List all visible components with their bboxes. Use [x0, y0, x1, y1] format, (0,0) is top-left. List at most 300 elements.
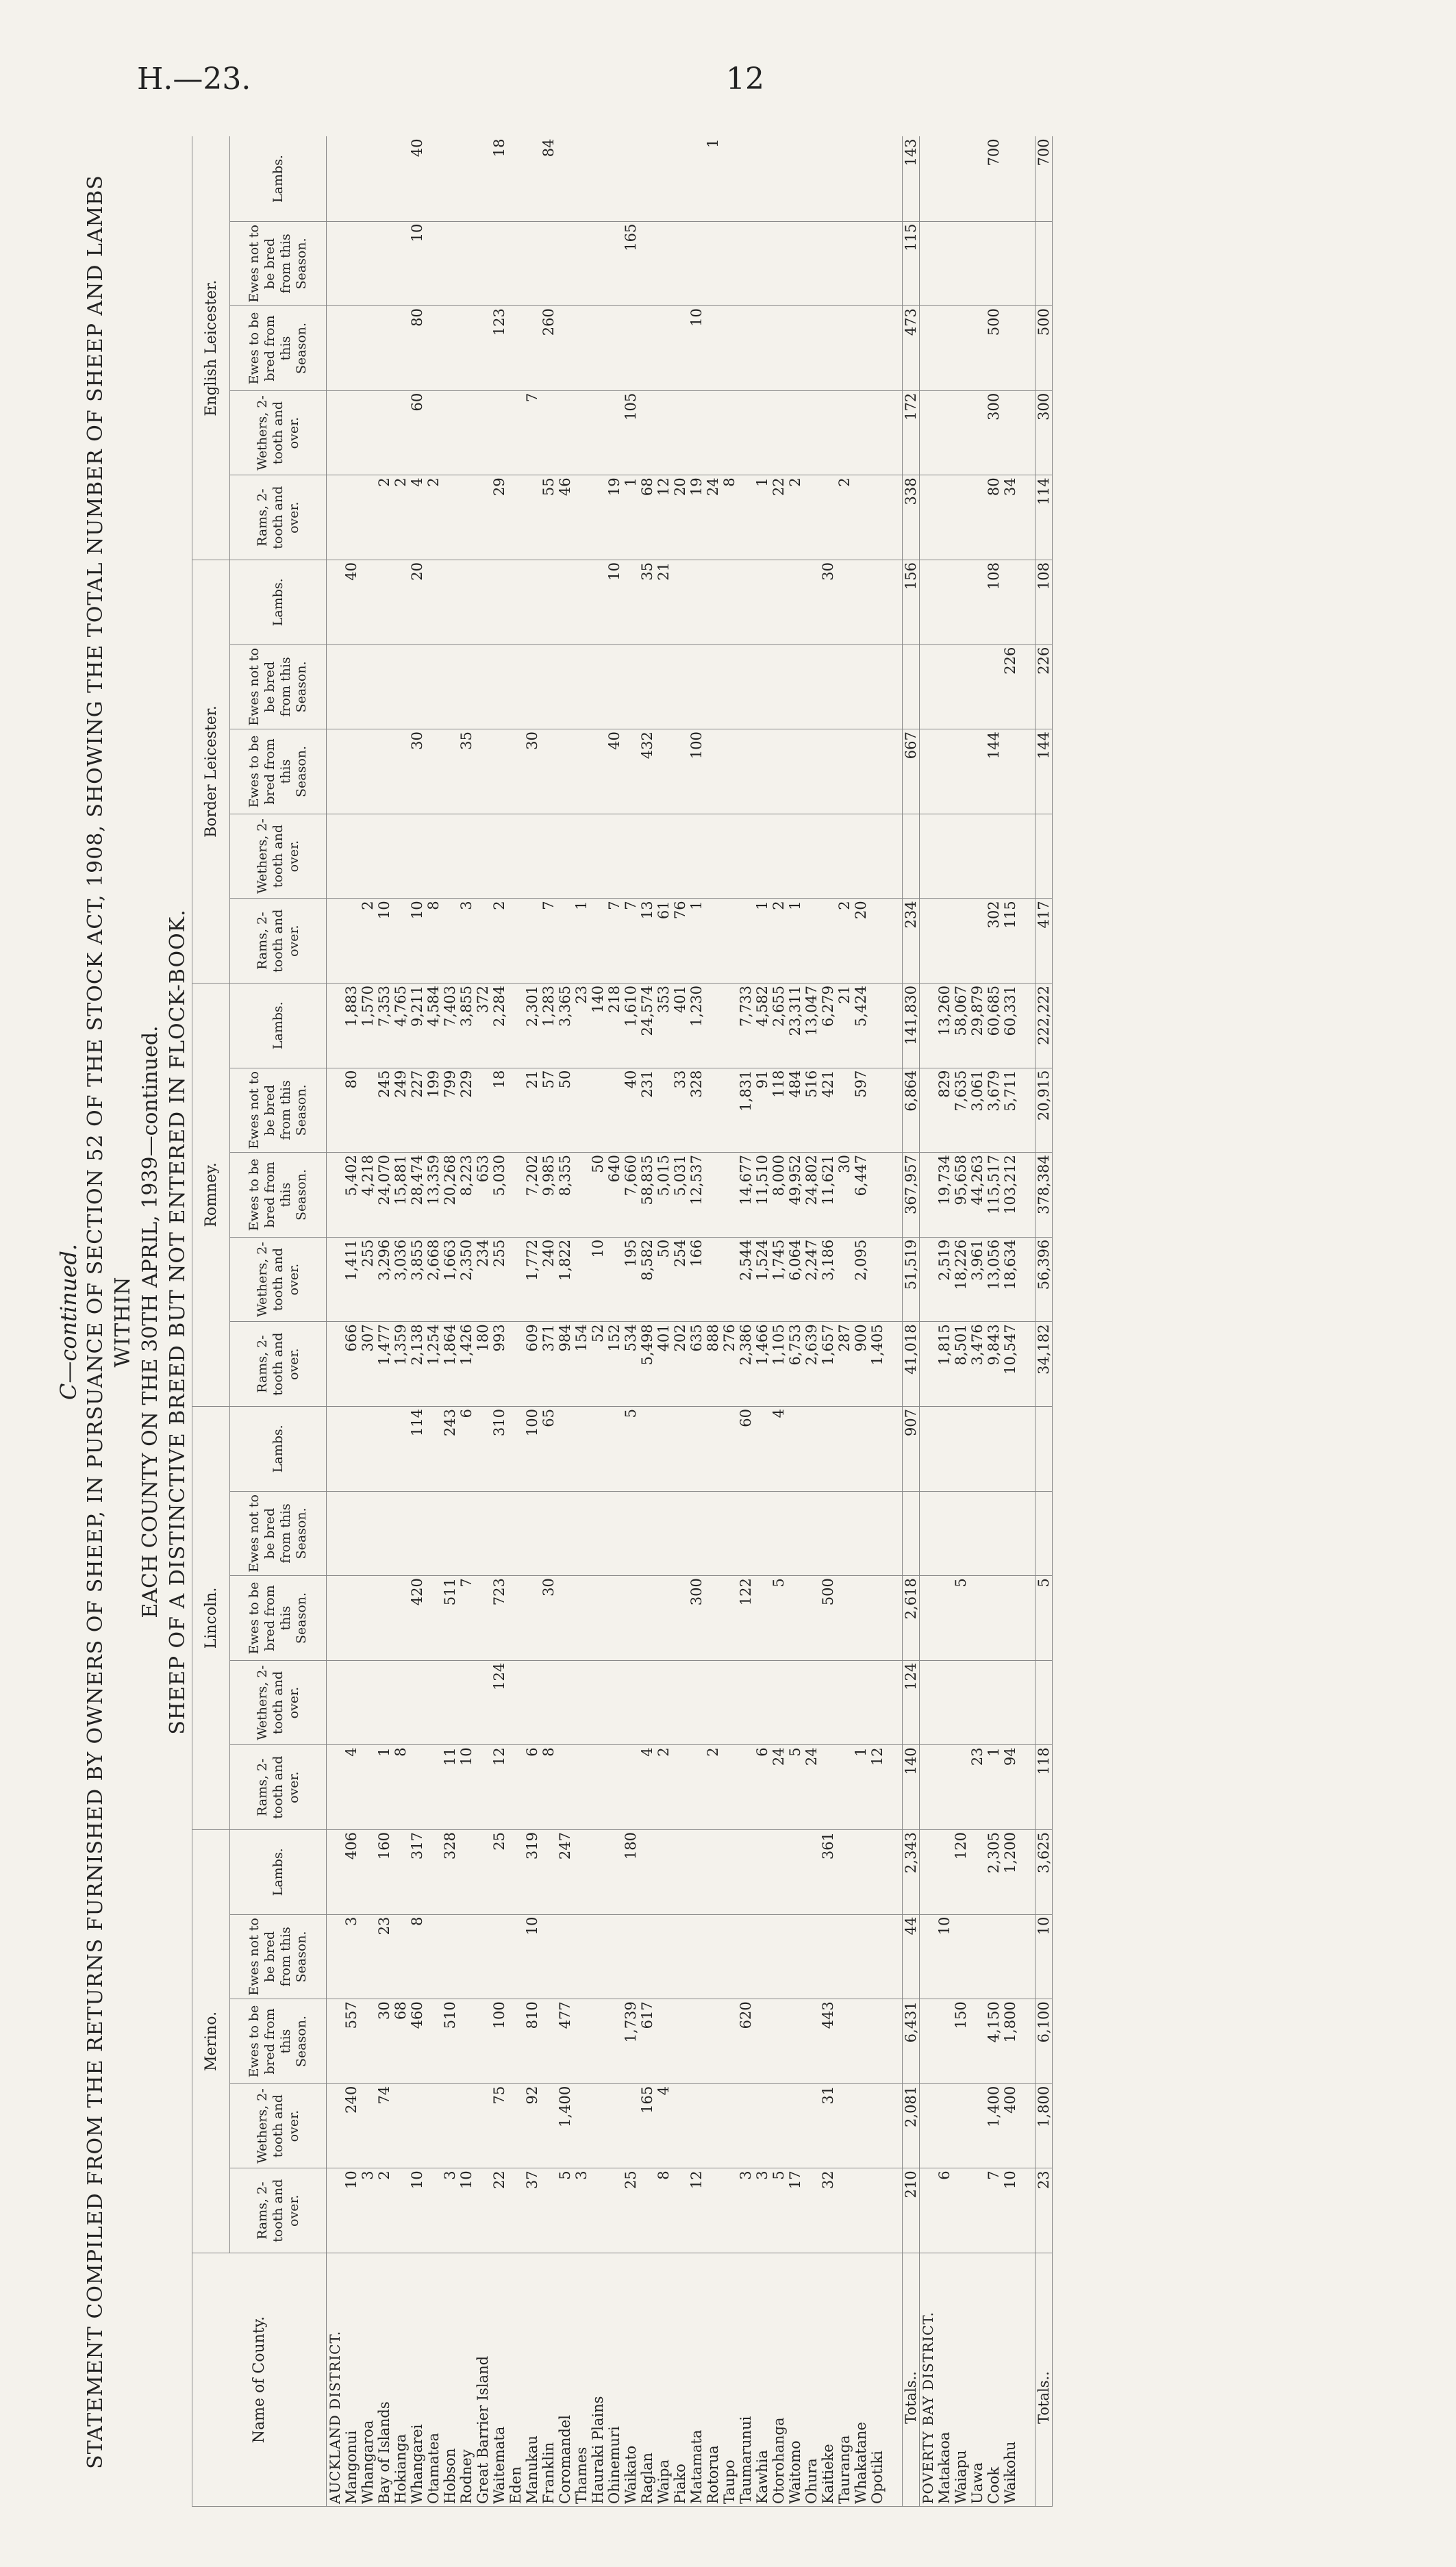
table-cell — [853, 390, 869, 475]
table-cell — [590, 1745, 606, 1830]
table-cell: 2,544 — [738, 1237, 754, 1322]
table-cell: 4,584 — [425, 983, 442, 1068]
table-cell: 2,247 — [803, 1237, 820, 1322]
table-cell — [1002, 136, 1018, 221]
table-cell — [573, 475, 590, 560]
table-cell: 2 — [705, 1745, 721, 1830]
table-cell — [836, 1237, 853, 1322]
table-cell — [623, 306, 639, 391]
table-cell — [986, 221, 1002, 306]
table-cell — [507, 644, 524, 729]
table-cell — [721, 1576, 738, 1661]
column-header: Ewes to be bred from this Season. — [230, 1576, 327, 1661]
table-cell: 21 — [655, 560, 672, 644]
table-cell: 653 — [475, 1153, 491, 1238]
table-cell — [425, 306, 442, 391]
table-cell — [343, 136, 360, 221]
table-cell: 8 — [409, 1914, 425, 1999]
table-cell — [590, 390, 606, 475]
table-cell — [936, 390, 953, 475]
table-cell — [803, 899, 820, 984]
table-cell — [738, 1491, 754, 1576]
table-cell: 10 — [458, 2168, 475, 2253]
table-cell — [969, 475, 986, 560]
table-cell: 8 — [655, 2168, 672, 2253]
table-cell — [688, 1829, 705, 1914]
table-cell: 1 — [573, 899, 590, 984]
table-cell: 7,733 — [738, 983, 754, 1068]
table-cell: 8,501 — [953, 1322, 969, 1407]
table-cell — [524, 560, 540, 644]
table-cell: 1,466 — [754, 1322, 770, 1407]
table-cell: 118 — [770, 1068, 787, 1153]
column-header: Wethers, 2-tooth and over. — [230, 390, 327, 475]
table-cell — [343, 814, 360, 899]
table-cell — [853, 560, 869, 644]
table-cell: 810 — [524, 1999, 540, 2084]
table-cell — [655, 729, 672, 814]
table-row — [623, 136, 639, 2506]
table-cell — [936, 475, 953, 560]
table-cell — [820, 221, 836, 306]
table-cell — [458, 1829, 475, 1914]
table-cell — [392, 136, 409, 221]
table-cell — [557, 1914, 573, 1999]
table-cell: 7,353 — [376, 983, 392, 1068]
total-cell: 367,957 — [903, 1153, 920, 1238]
table-cell — [573, 1068, 590, 1153]
table-cell: 2 — [360, 899, 376, 984]
table-cell: 8 — [425, 899, 442, 984]
table-cell — [953, 2083, 969, 2168]
table-row — [820, 136, 836, 2506]
table-cell — [507, 1237, 524, 1322]
table-cell — [392, 814, 409, 899]
table-cell — [986, 1660, 1002, 1745]
county-name: Thames — [573, 2253, 590, 2507]
table-cell — [820, 814, 836, 899]
table-cell — [606, 306, 623, 391]
table-cell — [1002, 560, 1018, 644]
table-cell — [623, 1914, 639, 1999]
table-cell: 80 — [409, 306, 425, 391]
table-cell: 307 — [360, 1322, 376, 1407]
county-name: Uawa — [969, 2253, 986, 2507]
table-cell — [655, 1660, 672, 1745]
table-cell — [936, 1491, 953, 1576]
table-cell — [820, 136, 836, 221]
table-cell: 3,855 — [458, 983, 475, 1068]
statement-subtitle: EACH COUNTY ON THE 30TH APRIL, 1939—continued. — [138, 1025, 162, 1618]
total-cell — [903, 1491, 920, 1576]
table-cell — [705, 560, 721, 644]
table-cell — [869, 1829, 886, 1914]
table-cell: 7 — [623, 899, 639, 984]
table-cell: 984 — [557, 1322, 573, 1407]
table-cell: 100 — [491, 1999, 507, 2084]
table-cell — [869, 475, 886, 560]
table-cell — [936, 221, 953, 306]
table-cell: 5 — [557, 2168, 573, 2253]
table-cell: 2,639 — [803, 1322, 820, 1407]
table-cell: 635 — [688, 1322, 705, 1407]
table-cell — [820, 899, 836, 984]
table-cell — [986, 644, 1002, 729]
table-cell — [770, 814, 787, 899]
county-name: Eden — [507, 2253, 524, 2507]
table-cell — [953, 221, 969, 306]
table-cell: 23 — [573, 983, 590, 1068]
table-cell: 20 — [672, 475, 688, 560]
table-row — [540, 136, 557, 2506]
table-cell — [869, 560, 886, 644]
table-cell — [360, 390, 376, 475]
table-cell — [540, 1491, 557, 1576]
table-cell: 123 — [491, 306, 507, 391]
table-cell — [425, 136, 442, 221]
table-cell — [721, 814, 738, 899]
column-header: Lambs. — [230, 1406, 327, 1491]
table-cell — [721, 1999, 738, 2084]
table-cell: 1,200 — [1002, 1829, 1018, 1914]
table-cell — [442, 560, 458, 644]
table-cell — [573, 136, 590, 221]
county-name: Rotorua — [705, 2253, 721, 2507]
table-cell: 199 — [425, 1068, 442, 1153]
column-header: Ewes to be bred from this Season. — [230, 1999, 327, 2084]
table-cell: 240 — [540, 1237, 557, 1322]
table-cell — [623, 1745, 639, 1830]
table-cell — [803, 1406, 820, 1491]
table-cell: 723 — [491, 1576, 507, 1661]
table-cell: 597 — [853, 1068, 869, 1153]
table-cell — [458, 306, 475, 391]
table-cell: 511 — [442, 1576, 458, 1661]
table-cell: 5 — [770, 1576, 787, 1661]
table-cell: 2,386 — [738, 1322, 754, 1407]
table-cell — [442, 814, 458, 899]
table-cell: 700 — [986, 136, 1002, 221]
county-name: Waikohu — [1002, 2253, 1018, 2507]
table-cell: 30 — [820, 560, 836, 644]
table-cell: 829 — [936, 1068, 953, 1153]
table-cell: 2,350 — [458, 1237, 475, 1322]
table-cell — [869, 2083, 886, 2168]
table-cell: 34 — [1002, 475, 1018, 560]
table-cell: 620 — [738, 1999, 754, 2084]
table-cell — [360, 1914, 376, 1999]
table-cell — [705, 1660, 721, 1745]
table-cell — [953, 729, 969, 814]
table-cell — [557, 306, 573, 391]
table-cell — [1002, 1491, 1018, 1576]
county-name: Hobson — [442, 2253, 458, 2507]
table-cell: 243 — [442, 1406, 458, 1491]
table-cell — [475, 1914, 491, 1999]
table-cell — [787, 1914, 803, 1999]
table-cell: 144 — [986, 729, 1002, 814]
table-cell — [507, 136, 524, 221]
table-cell: 15,881 — [392, 1153, 409, 1238]
table-cell — [738, 1745, 754, 1830]
table-cell — [721, 2083, 738, 2168]
table-cell — [688, 644, 705, 729]
table-cell — [869, 899, 886, 984]
table-cell: 4,150 — [986, 1999, 1002, 2084]
table-cell: 80 — [343, 1068, 360, 1153]
table-cell: 6,279 — [820, 983, 836, 1068]
table-cell — [869, 390, 886, 475]
table-cell — [969, 899, 986, 984]
table-cell — [754, 1829, 770, 1914]
table-cell: 1,883 — [343, 983, 360, 1068]
table-cell — [787, 1660, 803, 1745]
table-cell — [590, 560, 606, 644]
table-cell — [639, 1660, 655, 1745]
table-cell — [836, 1491, 853, 1576]
table-cell — [770, 2083, 787, 2168]
table-cell: 1 — [688, 899, 705, 984]
total-cell: 114 — [1035, 475, 1053, 560]
table-cell — [770, 1999, 787, 2084]
county-name: Otorohanga — [770, 2253, 787, 2507]
table-cell — [688, 136, 705, 221]
table-cell: 1,254 — [425, 1322, 442, 1407]
table-cell — [869, 644, 886, 729]
table-cell — [836, 1068, 853, 1153]
table-cell: 534 — [623, 1322, 639, 1407]
table-cell — [969, 1914, 986, 1999]
table-cell — [688, 221, 705, 306]
table-cell: 420 — [409, 1576, 425, 1661]
table-cell: 255 — [360, 1237, 376, 1322]
table-cell: 2 — [376, 2168, 392, 2253]
table-cell: 8,000 — [770, 1153, 787, 1238]
table-cell — [770, 221, 787, 306]
table-cell — [803, 136, 820, 221]
table-cell: 30 — [376, 1999, 392, 2084]
table-cell: 75 — [491, 2083, 507, 2168]
table-cell — [754, 1406, 770, 1491]
table-cell — [953, 136, 969, 221]
table-cell — [787, 729, 803, 814]
county-name: Manukau — [524, 2253, 540, 2507]
table-cell — [969, 1491, 986, 1576]
total-cell — [903, 644, 920, 729]
table-cell — [573, 729, 590, 814]
table-cell — [869, 729, 886, 814]
table-cell — [770, 306, 787, 391]
table-cell — [836, 644, 853, 729]
table-cell — [507, 1068, 524, 1153]
table-cell: 1 — [754, 899, 770, 984]
table-cell: 24 — [770, 1745, 787, 1830]
total-cell: 667 — [903, 729, 920, 814]
table-cell — [425, 1491, 442, 1576]
table-cell — [787, 1576, 803, 1661]
table-cell — [425, 644, 442, 729]
table-cell: 55 — [540, 475, 557, 560]
table-cell — [705, 2168, 721, 2253]
table-cell — [869, 221, 886, 306]
table-cell — [738, 1829, 754, 1914]
table-row — [655, 136, 672, 2506]
table-cell — [869, 1576, 886, 1661]
table-cell — [343, 899, 360, 984]
table-cell — [606, 2083, 623, 2168]
table-cell: 3 — [343, 1914, 360, 1999]
table-cell: 30 — [540, 1576, 557, 1661]
table-row — [787, 136, 803, 2506]
table-cell — [836, 814, 853, 899]
table-cell — [475, 1999, 491, 2084]
table-cell — [820, 1491, 836, 1576]
table-cell — [491, 1914, 507, 1999]
table-cell — [343, 475, 360, 560]
table-cell: 2,284 — [491, 983, 507, 1068]
table-cell — [936, 899, 953, 984]
table-cell — [475, 560, 491, 644]
table-cell — [507, 221, 524, 306]
table-cell — [442, 1660, 458, 1745]
table-cell — [573, 1914, 590, 1999]
table-cell: 1,400 — [986, 2083, 1002, 2168]
total-cell: 226 — [1035, 644, 1053, 729]
table-cell — [606, 1999, 623, 2084]
table-cell: 40 — [606, 729, 623, 814]
table-cell: 4,765 — [392, 983, 409, 1068]
table-cell — [524, 899, 540, 984]
table-cell — [853, 221, 869, 306]
table-cell: 245 — [376, 1068, 392, 1153]
table-cell: 5 — [953, 1576, 969, 1661]
table-cell: 22 — [491, 2168, 507, 2253]
table-cell: 218 — [606, 983, 623, 1068]
section-heading: SHEEP OF A DISTINCTIVE BREED BUT NOT ENTERED IN FLOCK-BOOK. — [166, 909, 190, 1735]
table-cell — [590, 136, 606, 221]
total-cell: 140 — [903, 1745, 920, 1830]
totals-row — [1035, 136, 1053, 2506]
table-cell: 3,679 — [986, 1068, 1002, 1153]
table-cell — [953, 560, 969, 644]
table-cell: 229 — [458, 1068, 475, 1153]
table-cell: 2,305 — [986, 1829, 1002, 1914]
table-cell: 421 — [820, 1068, 836, 1153]
column-header: Lambs. — [230, 1829, 327, 1914]
table-cell — [425, 2168, 442, 2253]
table-cell: 1,570 — [360, 983, 376, 1068]
table-cell — [623, 644, 639, 729]
table-cell — [1002, 221, 1018, 306]
table-cell: 1,524 — [754, 1237, 770, 1322]
table-cell: 484 — [787, 1068, 803, 1153]
page-number: 12 — [726, 62, 764, 97]
table-cell — [672, 390, 688, 475]
table-cell — [672, 1406, 688, 1491]
table-cell: 5 — [770, 2168, 787, 2253]
table-cell — [787, 1999, 803, 2084]
table-cell: 50 — [590, 1153, 606, 1238]
table-cell: 1,864 — [442, 1322, 458, 1407]
table-cell — [360, 306, 376, 391]
table-cell — [803, 1829, 820, 1914]
table-cell: 13,260 — [936, 983, 953, 1068]
table-cell — [475, 2168, 491, 2253]
table-cell: 7,635 — [953, 1068, 969, 1153]
table-cell: 477 — [557, 1999, 573, 2084]
table-cell — [360, 1491, 376, 1576]
table-cell: 60 — [738, 1406, 754, 1491]
table-cell: 353 — [655, 983, 672, 1068]
table-cell — [409, 2083, 425, 2168]
table-cell — [639, 390, 655, 475]
table-cell — [590, 475, 606, 560]
table-cell — [869, 1999, 886, 2084]
table-cell — [458, 390, 475, 475]
table-cell: 7 — [606, 899, 623, 984]
table-cell: 180 — [623, 1829, 639, 1914]
table-cell — [721, 644, 738, 729]
table-cell: 160 — [376, 1829, 392, 1914]
table-cell: 49,952 — [787, 1153, 803, 1238]
table-cell — [969, 814, 986, 899]
table-cell — [392, 1576, 409, 1661]
table-cell — [1002, 306, 1018, 391]
table-cell: 165 — [639, 2083, 655, 2168]
table-cell — [787, 1406, 803, 1491]
table-cell — [853, 1914, 869, 1999]
table-row — [721, 136, 738, 2506]
table-cell — [475, 306, 491, 391]
total-cell: 222,222 — [1035, 983, 1053, 1068]
page-header — [137, 62, 1374, 103]
table-cell: 300 — [986, 390, 1002, 475]
table-cell — [524, 306, 540, 391]
county-name: Whangaroa — [360, 2253, 376, 2507]
total-cell: 500 — [1035, 306, 1053, 391]
total-cell: 2,081 — [903, 2083, 920, 2168]
table-cell — [853, 2168, 869, 2253]
table-cell — [655, 1491, 672, 1576]
table-cell — [392, 899, 409, 984]
table-cell: 40 — [623, 1068, 639, 1153]
table-cell — [986, 1491, 1002, 1576]
table-cell: 12 — [869, 1745, 886, 1830]
table-cell — [458, 1660, 475, 1745]
table-cell: 6,753 — [787, 1322, 803, 1407]
table-cell: 9,211 — [409, 983, 425, 1068]
table-cell — [360, 1745, 376, 1830]
county-name: Hauraki Plains — [590, 2253, 606, 2507]
table-cell — [672, 644, 688, 729]
table-row — [986, 136, 1002, 2506]
table-cell: 1,800 — [1002, 1999, 1018, 2084]
table-cell: 105 — [623, 390, 639, 475]
table-row — [969, 136, 986, 2506]
total-cell: 473 — [903, 306, 920, 391]
statement-title: STATEMENT COMPILED FROM THE RETURNS FURNISHED BY OWNERS OF SHEEP, IN PURSUANCE OF SECTION 52 OF THE STOCK ACT, 1908, SHOWING THE TOTAL NUMBER OF SHEEP AND LAMBS WITHIN — [84, 175, 135, 2469]
table-cell — [738, 560, 754, 644]
table-cell: 2 — [770, 899, 787, 984]
table-cell — [540, 560, 557, 644]
table-cell — [969, 1406, 986, 1491]
total-cell: 118 — [1035, 1745, 1053, 1830]
total-cell: 300 — [1035, 390, 1053, 475]
table-cell — [754, 1999, 770, 2084]
table-cell: 609 — [524, 1322, 540, 1407]
table-cell — [573, 814, 590, 899]
table-cell: 22 — [770, 475, 787, 560]
